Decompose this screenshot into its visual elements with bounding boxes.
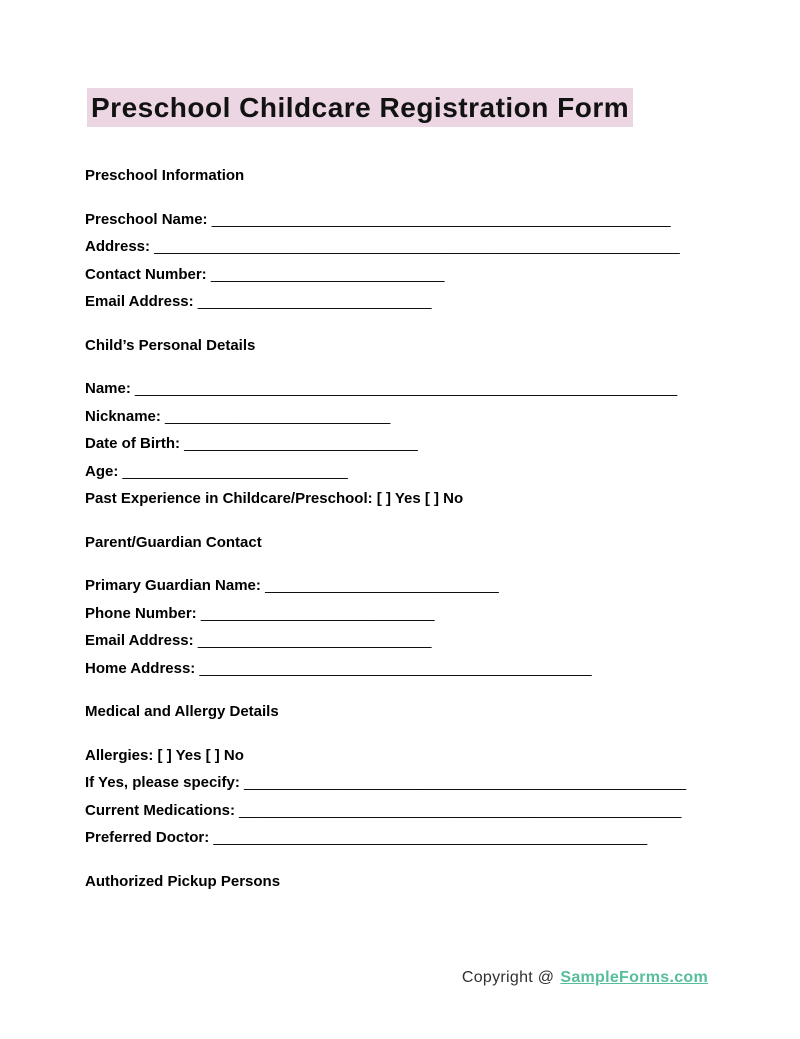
field-label: Preferred Doctor: bbox=[85, 829, 210, 846]
field-label: Preschool Name: bbox=[85, 210, 208, 228]
blank-line: _______________________________________________________________ bbox=[150, 238, 680, 255]
sampleforms-link[interactable]: SampleForms.com bbox=[560, 969, 708, 986]
section-heading-child-s-personal-details: Child’s Personal Details bbox=[85, 336, 256, 354]
field-contact-number bbox=[85, 261, 800, 289]
field-label: Phone Number: bbox=[85, 604, 197, 622]
footer bbox=[0, 966, 708, 990]
section-heading-preschool-information: Preschool Information bbox=[85, 167, 245, 184]
blank-line: _________________________________________________________________ bbox=[130, 380, 678, 397]
blank-line: ___________________________ bbox=[118, 462, 348, 480]
field-label: Age: bbox=[85, 462, 119, 480]
field-label: Allergies: bbox=[85, 746, 154, 764]
form-body bbox=[85, 127, 800, 895]
blank-line: ____________________________ bbox=[193, 632, 432, 649]
field-email-address bbox=[85, 627, 800, 655]
field-label: If Yes, please specify: bbox=[85, 774, 240, 791]
yes-no-checkboxes: [ ] Yes [ ] No bbox=[153, 746, 244, 764]
field-date-of-birth bbox=[85, 430, 800, 458]
blank-line: ___________________________ bbox=[160, 407, 391, 425]
field-address bbox=[85, 233, 800, 261]
field-primary-guardian-name bbox=[85, 572, 800, 600]
field-label: Email Address: bbox=[85, 293, 194, 310]
field-age bbox=[85, 458, 800, 486]
title-row bbox=[87, 88, 800, 127]
blank-line: ____________________________ bbox=[260, 577, 499, 594]
field-if-yes-please-specify bbox=[85, 769, 800, 797]
field-preschool-name bbox=[85, 206, 800, 234]
field-label: Nickname: bbox=[85, 407, 161, 425]
field-past-experience-in-childcare-preschool bbox=[85, 485, 800, 513]
field-label: Date of Birth: bbox=[85, 435, 180, 452]
field-label: Email Address: bbox=[85, 632, 194, 649]
field-name bbox=[85, 375, 800, 403]
blank-line: ____________________________ bbox=[193, 293, 432, 310]
section-heading-authorized-pickup-persons: Authorized Pickup Persons bbox=[85, 872, 281, 890]
field-label: Current Medications: bbox=[85, 801, 236, 819]
yes-no-checkboxes: [ ] Yes [ ] No bbox=[372, 490, 464, 507]
field-label: Home Address: bbox=[85, 659, 196, 677]
field-home-address bbox=[85, 655, 800, 683]
field-nickname bbox=[85, 403, 800, 431]
blank-line: ____________________________ bbox=[196, 604, 435, 622]
section-heading-parent-guardian-contact: Parent/Guardian Contact bbox=[85, 533, 262, 551]
copyright-text: Copyright @ bbox=[461, 969, 555, 986]
section-heading-medical-and-allergy-details: Medical and Allergy Details bbox=[85, 703, 279, 720]
field-label: Contact Number: bbox=[85, 265, 207, 283]
field-preferred-doctor bbox=[85, 824, 800, 852]
field-current-medications bbox=[85, 797, 800, 825]
blank-line: ____________________________ bbox=[180, 435, 418, 452]
blank-line: ____________________________________________________ bbox=[209, 829, 648, 846]
blank-line: ____________________________ bbox=[206, 265, 445, 283]
field-label: Name: bbox=[85, 380, 131, 397]
blank-line: _______________________________________________________ bbox=[207, 210, 671, 228]
field-allergies bbox=[85, 742, 800, 770]
page-title: Preschool Childcare Registration Form bbox=[87, 88, 633, 127]
field-email-address bbox=[85, 288, 800, 316]
field-phone-number bbox=[85, 600, 800, 628]
field-label: Primary Guardian Name: bbox=[85, 577, 261, 594]
blank-line: _____________________________________________________ bbox=[235, 801, 682, 819]
field-label: Address: bbox=[85, 238, 151, 255]
blank-line: _______________________________________________ bbox=[195, 659, 592, 677]
field-label: Past Experience in Childcare/Preschool: bbox=[85, 490, 373, 507]
blank-line: _____________________________________________________ bbox=[239, 774, 687, 791]
